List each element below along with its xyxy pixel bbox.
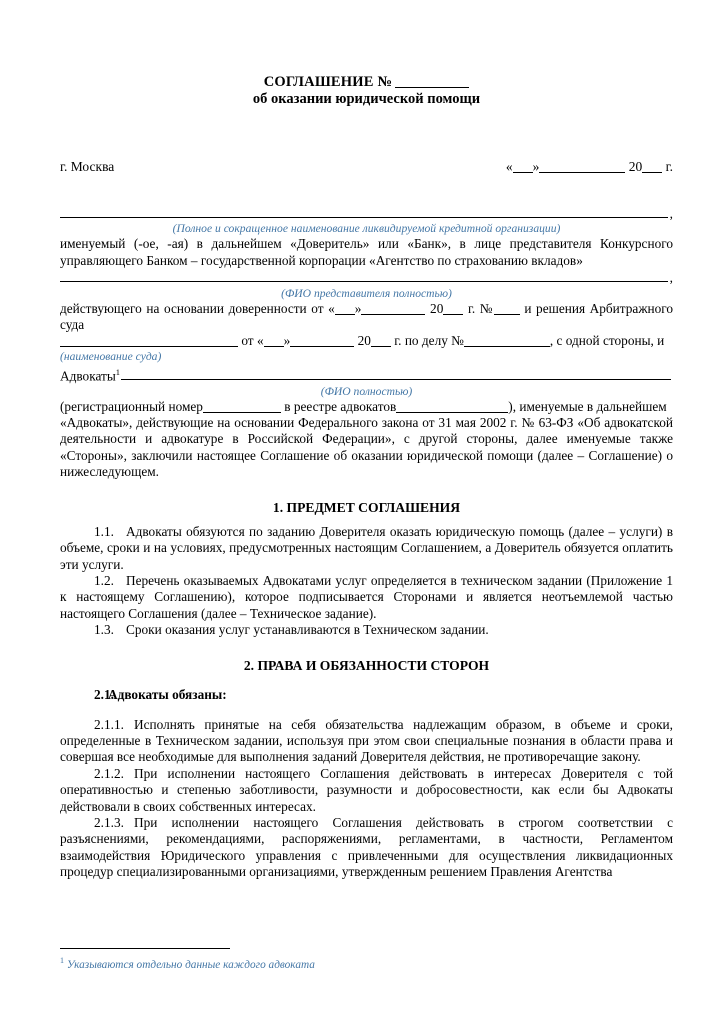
document-subtitle: об оказании юридической помощи <box>252 91 481 107</box>
clause-2-1-text: Адвокаты обязаны: <box>108 686 227 702</box>
caption-representative: (ФИО представителя полностью) <box>281 286 452 300</box>
advocates-footnote-marker: 1 <box>115 366 121 377</box>
poa-close-quote: » <box>354 300 362 316</box>
footnote-marker: 1 <box>60 956 64 966</box>
court-open-quote: « <box>256 333 264 349</box>
court-year-blank <box>371 346 391 347</box>
clause-1-3-text: Сроки оказания услуг устанавливаются в Техническом задании. <box>126 622 489 638</box>
date-blank-line <box>506 159 673 175</box>
section-heading-1: 1. ПРЕДМЕТ СОГЛАШЕНИЯ <box>272 499 461 515</box>
footnote-area <box>60 948 673 972</box>
court-close-quote: » <box>283 333 291 349</box>
caption-organization: (Полное и сокращенное наименование ликвидируемой кредитной организации) <box>172 222 561 236</box>
clause-2-1-2-number: 2.1.2. <box>94 765 124 781</box>
court-day-blank <box>264 346 284 347</box>
date-close-quote: » <box>532 159 540 174</box>
court-case-text-d: , с одной стороны, и <box>549 333 665 349</box>
clause-2-1-2-text: При исполнении настоящего Соглашения действовать в интересах Доверителя с той оперативностью и степенью заботливости, разумности и добросовестности, как если бы Адвокаты действовали в своих собственных интересах. <box>60 765 673 814</box>
court-name-blank <box>60 346 238 347</box>
document-title <box>60 0 673 91</box>
court-case-text-b: 20 <box>357 333 371 349</box>
clause-1-1-text: Адвокаты обязуются по заданию Доверителя оказать юридическую помощь (далее – услуги) в объеме, сроки и на условиях, предусмотренных настоящим Соглашением, а Доверитель обязуется оплатить эти услуги. <box>60 523 673 572</box>
clause-1-3-number: 1.3. <box>94 622 114 638</box>
preamble-paragraph-1: именуемый (-ое, -ая) в дальнейшем «Доверитель» или «Банк», в лице представителя Конкурсного управляющего Банком – государственной корпорации «Агентство по страхованию вкладов» <box>60 236 673 268</box>
advocates-name-row <box>60 364 673 385</box>
clause-2-1-1-text: Исполнять принятые на себя обязательства надлежащим образом, в объеме и сроки, определенные в Техническом задании, используя при этом свои специальные познания в области права и совершая все необходимые для выполнения заданий Доверителя действия, не противоречащие закону. <box>60 716 673 765</box>
clause-1-3 <box>60 622 673 638</box>
court-case-text-a: от <box>241 333 254 349</box>
org-name-rule <box>60 205 673 222</box>
registration-line <box>60 399 673 415</box>
month-blank <box>539 172 625 173</box>
power-of-attorney-text-d: и решения Арбитражного суда <box>60 300 674 333</box>
clause-1-2 <box>60 573 673 622</box>
clause-2-1-number: 2.1. <box>94 686 114 702</box>
registration-number-blank <box>203 412 281 413</box>
court-case-number-blank <box>464 346 550 347</box>
date-open-quote: « <box>505 159 513 174</box>
poa-month-blank <box>361 314 425 315</box>
poa-day-blank <box>335 314 355 315</box>
year-blank <box>642 172 662 173</box>
advocates-name-blank <box>121 367 671 380</box>
representative-name-blank <box>60 269 668 282</box>
section-2-body <box>60 687 673 881</box>
caption-fio: (ФИО полностью) <box>320 384 413 398</box>
poa-year-blank <box>443 314 463 315</box>
power-of-attorney-line <box>60 301 673 334</box>
court-case-text-c: г. по делу № <box>394 333 464 349</box>
org-name-blank <box>60 205 668 218</box>
document-title-text: СОГЛАШЕНИЕ № <box>263 74 393 90</box>
day-blank <box>513 172 533 173</box>
section-heading-2: 2. ПРАВА И ОБЯЗАННОСТИ СТОРОН <box>243 657 490 673</box>
advocates-label: Адвокаты$^1$ <box>60 366 121 384</box>
date-year-prefix: 20 <box>628 159 643 174</box>
clause-2-1-3-number: 2.1.3. <box>94 814 124 830</box>
clause-2-1-3 <box>60 815 673 881</box>
clause-2-1-1-number: 2.1.1. <box>94 716 124 732</box>
poa-open-quote: « <box>328 300 335 316</box>
power-of-attorney-text-b: 20 <box>430 300 444 316</box>
court-case-line <box>60 333 673 349</box>
city-date-row <box>60 159 673 175</box>
clause-2-1-3-text: При исполнении настоящего Соглашения действовать в строгом соответствии с разъяснениями, рекомендациями, распоряжениями, регламентами, в частности, Регламентом взаимодействия Юридического управления с привлеченными для осуществления ликвидационных процедур специализированными организациями, утвержденным решением Правления Агентства <box>60 814 673 880</box>
agreement-number-blank <box>395 87 469 88</box>
clause-1-1-number: 1.1. <box>94 523 114 539</box>
org-name-tail: , <box>669 206 673 221</box>
date-year-suffix: г. <box>665 159 673 174</box>
clause-2-1-1 <box>60 717 673 766</box>
footnote-1 <box>60 954 673 972</box>
clause-1-2-number: 1.2. <box>94 572 114 588</box>
clause-1-2-text: Перечень оказываемых Адвокатами услуг определяется в техническом задании (Приложение 1 к настоящему Соглашению), которое подписывается Сторонами и является неотъемлемой частью настоящего Соглашения (далее – Техническое задание). <box>60 572 673 621</box>
org-name-blank-row <box>60 205 673 222</box>
footnote-separator <box>60 948 230 949</box>
registration-text-b: в реестре адвокатов <box>284 398 397 414</box>
poa-number-blank <box>494 314 520 315</box>
city-label: г. Москва <box>60 159 115 174</box>
representative-name-rule <box>60 269 673 286</box>
clause-2-1-2 <box>60 766 673 815</box>
clause-2-1 <box>60 687 673 703</box>
preamble-paragraph-2: «Адвокаты», действующие на основании Федерального закона от 31 мая 2002 г. № 63-ФЗ «Об адвокатской деятельности и адвокатуре в Российской Федерации», с другой стороны, далее именуемые также «Стороны», заключили настоящее Соглашение об оказании юридической помощи (далее – Соглашение) о нижеследующем. <box>60 415 673 480</box>
power-of-attorney-text-c: г. № <box>467 300 494 316</box>
registration-text-a: (регистрационный номер <box>60 398 203 414</box>
caption-court: (наименование суда) <box>60 349 162 363</box>
clause-1-1 <box>60 524 673 573</box>
representative-name-tail: , <box>669 270 673 286</box>
court-month-blank <box>290 346 354 347</box>
registration-text-c: ), именуемые в дальнейшем <box>508 398 667 414</box>
power-of-attorney-text-a: действующего на основании доверенности от <box>60 300 324 316</box>
footnote-text: Указываются отдельно данные каждого адвоката <box>66 959 315 971</box>
section-1-body <box>60 524 673 639</box>
registry-blank <box>396 412 508 413</box>
